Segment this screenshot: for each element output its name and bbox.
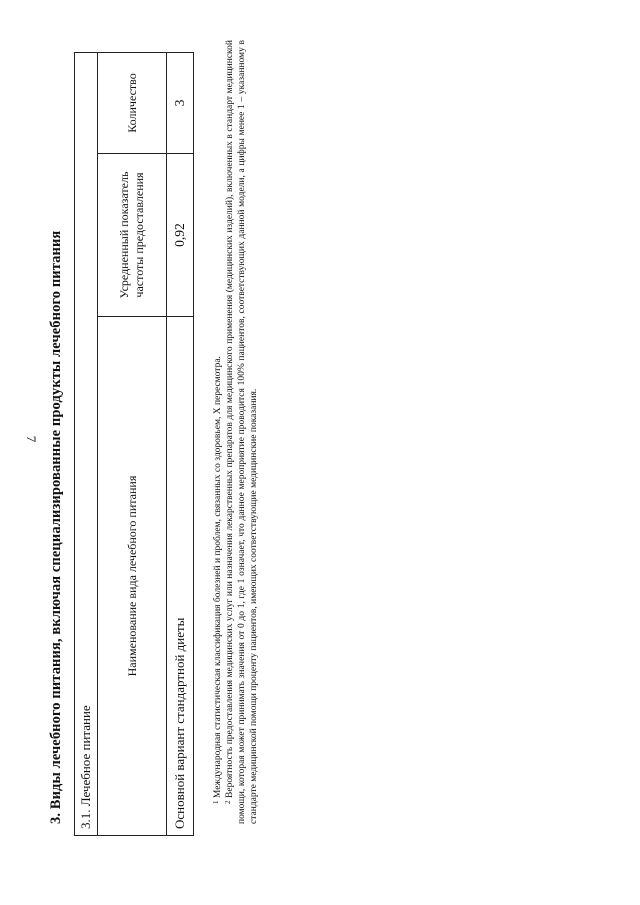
- row-quantity: 3: [167, 53, 194, 154]
- section-title: 3. Виды лечебного питания, включая специализированные продукты лечебного питания: [48, 230, 64, 824]
- footnote-1-text: Международная статистическая классификация болезней и проблем, связанных со здоровьем, X пересмотра.: [213, 356, 223, 799]
- table-subheader-row: [75, 53, 98, 836]
- page-number: 7: [24, 435, 39, 443]
- footnote-1-mark: 1: [212, 800, 220, 804]
- row-name: Основной вариант стандартной диеты: [167, 317, 194, 836]
- table-subheader: 3.1. Лечебное питание: [75, 53, 98, 836]
- column-header-frequency: Усредненный показатель частоты предоставления: [98, 154, 167, 317]
- rotated-page-content: [48, 34, 288, 829]
- column-header-quantity: Количество: [98, 53, 167, 154]
- footnote-2-mark: 2: [224, 800, 232, 804]
- footnote-2: [224, 40, 260, 824]
- table-header-row: [98, 53, 167, 836]
- row-frequency: 0,92: [167, 154, 194, 317]
- table-row: [167, 53, 194, 836]
- footnote-1: [212, 40, 224, 804]
- footnote-2-text: Вероятность предоставления медицинских услуг или назначения лекарственных препаратов для медицинского применения (медицинских изделий), включенных в стандарт медицинской помощи, которая может принимать значения от 0 до 1, где 1 означает, что данное мероприятие проводится 100% пациентов, соответствующих данной модели, а цифры менее 1 – указанному в стандарте медицинской помощи проценту пациентов, имеющих соответствующие медицинские показания.: [225, 39, 259, 824]
- diet-table: [74, 52, 194, 836]
- column-header-name: Наименование вида лечебного питания: [98, 317, 167, 836]
